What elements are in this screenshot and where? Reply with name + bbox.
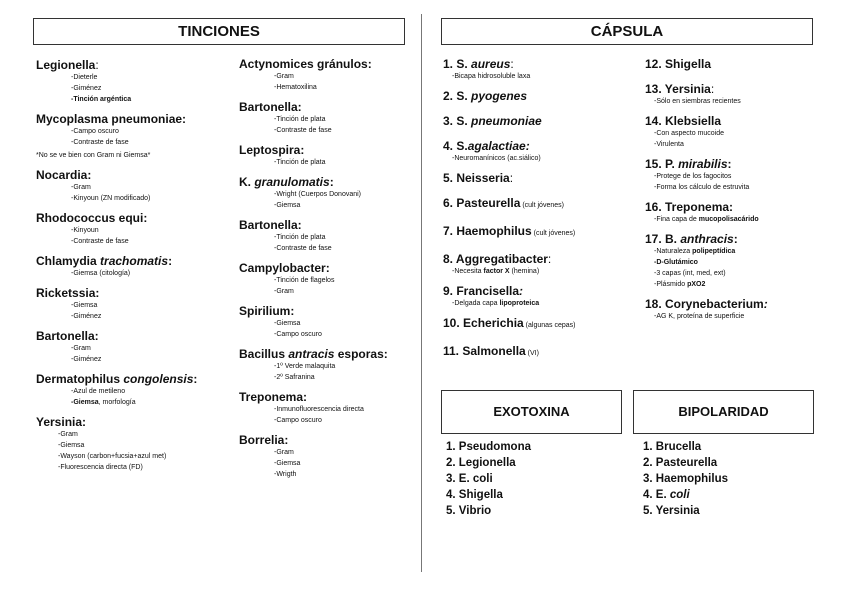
list-item: -Tinción de plata [274,234,326,241]
bipolaridad-list [643,439,728,519]
list-item: -Tinción de plata [274,159,326,166]
section-spirilium: Spirilium: [239,304,295,318]
tinciones-title: TINCIONES [178,23,260,40]
section-borrelia: Borrelia: [239,433,289,447]
list-item: -2º Safranina [274,374,315,381]
list-item: -Giemsa [71,302,98,309]
section-bartonella-2: Bartonella: [239,100,302,114]
section-bartonella: Bartonella: [36,329,99,343]
list-item: -Gram [274,288,294,295]
list-item: 2. S. pyogenes [443,89,528,103]
list-item: -Tinción argéntica [71,96,132,103]
list-item: -Inmunofluorescencia directa [274,406,364,413]
list-item: -Gram [274,73,294,80]
list-item: 14. Klebsiella -Con aspecto mucoide -Virulenta [645,114,725,148]
list-item: 5. Neisseria: [443,171,514,185]
list-item: -Gram [58,431,78,438]
list-item: -Giemsa [274,202,301,209]
column-divider [421,14,422,572]
section-chlamydia: Chlamydia trachomatis: [36,254,173,268]
list-item: -Gram [71,345,91,352]
list-item: 7. Haemophilus (cult jóvenes) [443,224,576,238]
list-item: -Campo oscuro [71,128,119,135]
list-item: 6. Pasteurella (cult jóvenes) [443,196,564,210]
bipolaridad-title-box [633,390,814,434]
list-item: 9. Francisella: -Delgada capa lipoproteica [443,284,540,307]
list-item: 18. Corynebacterium: -AG K, proteína de superficie [645,297,768,320]
list-item: -Tinción de plata [274,116,326,123]
list-item: 16. Treponema: -Fina capa de mucopolisacárido [645,200,759,223]
capsula-title-box [441,18,813,45]
section-bacillus: Bacillus antracis esporas: [239,347,388,361]
list-item: 2. Legionella [446,457,516,469]
list-item: -Giemsa, morfología [71,399,136,406]
section-ricketssia: Ricketssia: [36,286,100,300]
section-mycoplasma: Mycoplasma pneumoniae: [36,112,187,126]
list-item: -Dieterle [71,74,98,81]
list-item: 5. Vibrio [446,505,492,517]
capsula-column-1 [443,57,633,368]
list-item: -Campo oscuro [274,417,322,424]
list-item: 8. Aggregatibacter: -Necesita factor X (hemina) [443,252,552,275]
list-item: -Giemsa [58,442,85,449]
list-item: 5. Yersinia [643,505,700,517]
section-rhodococcus: Rhodococcus equi: [36,211,148,225]
note: *No se ve bien con Gram ni Giemsa* [36,152,151,159]
list-item: -Hematoxilina [274,84,317,91]
list-item: -Contraste de fase [71,139,129,146]
list-item: -1º Verde malaquita [274,363,336,370]
list-item: 3. E. coli [446,473,493,485]
section-k-granulomatis: K. granulomatis: [239,175,334,189]
list-item: 1. Pseudomona [446,441,531,453]
capsula-title: CÁPSULA [590,23,664,40]
section-nocardia: Nocardia: [36,168,92,182]
section-legionella: Legionella: [36,58,99,72]
section-actynomices: Actynomices gránulos: [239,57,372,71]
list-item: -Contraste de fase [274,127,332,134]
list-item: -Tinción de flagelos [274,277,335,284]
section-leptospira: Leptospira: [239,143,305,157]
list-item: -Kinyoun [71,227,99,234]
tinciones-title-box [33,18,405,45]
list-item: 1. S. aureus: -Bicapa hidrosoluble laxa [443,57,531,80]
list-item: 15. P. mirabilis: -Protege de los fagocitos -Forma los cálculo de estruvita [645,157,750,191]
tinciones-column-1 [36,58,236,473]
list-item: -Contraste de fase [71,238,129,245]
list-item: -Giménez [71,85,102,92]
section-campylobacter: Campylobacter: [239,261,330,275]
list-item: 4. S.agalactiae: -Neuromanínicos (ac.siálico) [443,139,541,162]
list-item: -Wright (Cuerpos Donovani) [274,191,362,198]
list-item: 17. B. anthracis: -Naturaleza polipeptídica -D-Glutámico -3 capas (int, med, ext) -Plásmido pXO2 [645,232,738,288]
section-dermatophilus: Dermatophilus congolensis: [36,372,198,386]
list-item: 13. Yersinia: -Sólo en siembras recientes [645,82,741,105]
list-item: -Giemsa (citología) [71,270,131,277]
list-item: 2. Pasteurella [643,457,718,469]
list-item: 3. S. pneumoniae [443,114,542,128]
exotoxina-list [446,439,531,519]
bipolaridad-title: BIPOLARIDAD [678,404,769,419]
list-item: -Giménez [71,356,102,363]
list-item: -Wrigth [274,471,297,478]
list-item: 4. Shigella [446,489,503,501]
list-item: -Contraste de fase [274,245,332,252]
exotoxina-title-box [441,390,622,434]
tinciones-column-2 [239,57,419,480]
list-item: -Gram [274,449,294,456]
list-item: -Fluorescencia directa (FD) [58,464,143,471]
list-item: 10. Echerichia (algunas cepas) [443,316,576,330]
list-item: -Kinyoun (ZN modificado) [71,195,151,202]
list-item: 1. Brucella [643,441,702,453]
list-item: -Gram [71,184,91,191]
list-item: -Azul de metileno [71,388,126,395]
section-yersinia: Yersinia: [36,415,87,429]
section-bartonella-3: Bartonella: [239,218,302,232]
list-item: -Campo oscuro [274,331,322,338]
list-item: 12. Shigella [645,57,712,71]
list-item: 11. Salmonella (VI) [443,344,539,358]
exotoxina-title: EXOTOXINA [493,404,570,419]
capsula-column-2 [645,57,835,329]
list-item: -Giménez [71,313,102,320]
list-item: -Wayson (carbon+fucsia+azul met) [58,453,167,460]
section-treponema: Treponema: [239,390,308,404]
list-item: 4. E. coli [643,489,690,501]
list-item: -Giemsa [274,460,301,467]
list-item: -Giemsa [274,320,301,327]
list-item: 3. Haemophilus [643,473,728,485]
